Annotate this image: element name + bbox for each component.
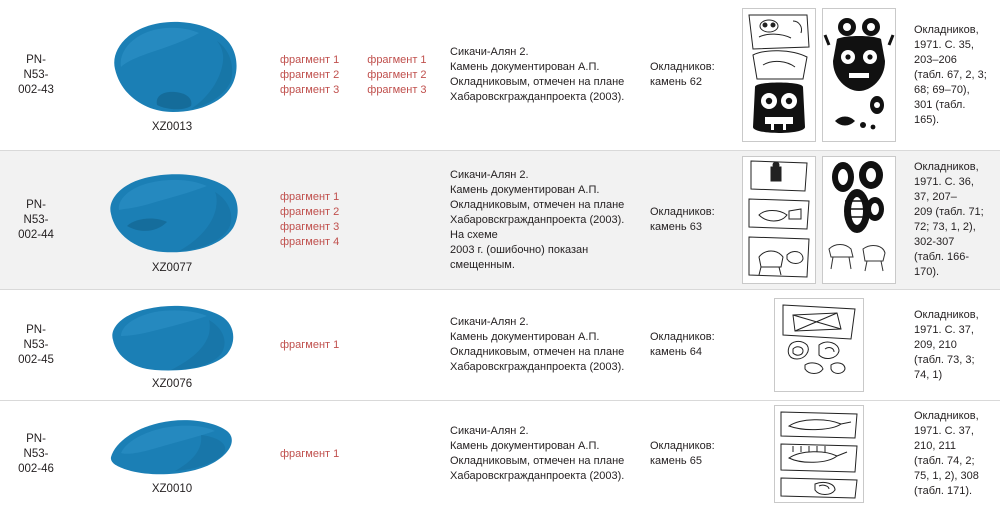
okladnikov-label: Окладников: xyxy=(650,331,715,343)
okladnikov-value: камень 64 xyxy=(650,346,702,358)
description-line: 2003 г. (ошибочно) показан смещенным. xyxy=(450,243,589,271)
stone-3d-model[interactable] xyxy=(97,413,247,479)
row-id-line: PN- xyxy=(26,323,46,336)
fragment-link[interactable]: фрагмент 2 xyxy=(280,206,340,218)
description-line: Камень документирован А.П. xyxy=(450,440,600,452)
figure-thumbnail[interactable] xyxy=(774,298,864,392)
okladnikov-value: камень 62 xyxy=(650,76,702,88)
description-cell xyxy=(442,0,642,150)
table-row[interactable] xyxy=(0,151,1000,289)
row-id-line: 002-44 xyxy=(18,228,54,241)
reference-cell xyxy=(904,290,1000,400)
fragment-link[interactable]: фрагмент 2 xyxy=(280,68,340,81)
table-row[interactable] xyxy=(0,0,1000,150)
description-cell xyxy=(442,401,642,507)
model-label: XZ0010 xyxy=(151,483,193,495)
table-row[interactable] xyxy=(0,290,1000,400)
reference-line: Окладников, 1971. С. 35, 203–206 xyxy=(914,23,979,66)
reference-cell xyxy=(904,401,1000,507)
fragments-cell xyxy=(272,290,442,400)
description-line: Хабаровскгражданпроекта (2003). На схеме xyxy=(450,213,625,241)
row-id xyxy=(0,290,72,400)
row-id-line: N53- xyxy=(23,338,49,351)
reference-line: Окладников, 1971. С. 36, 37, 207– xyxy=(914,161,979,203)
okladnikov-label: Окладников: xyxy=(650,206,715,218)
description-line: Окладниковым, отмечен на плане xyxy=(450,346,625,358)
description-line: Хабаровскгражданпроекта (2003). xyxy=(450,91,625,103)
fragments-cell xyxy=(272,401,442,507)
reference-line: (табл. 74, 2; 75, 1, 2), 308 (табл. 171). xyxy=(914,455,979,497)
description-line: Хабаровскгражданпроекта (2003). xyxy=(450,361,625,373)
fragment-link[interactable]: фрагмент 1 xyxy=(367,53,427,66)
row-id xyxy=(0,401,72,507)
model-cell[interactable] xyxy=(72,401,272,507)
fragment-link[interactable]: фрагмент 3 xyxy=(280,83,340,96)
model-cell[interactable] xyxy=(72,0,272,150)
description-line: Сикачи-Алян 2. xyxy=(450,316,529,328)
description-cell xyxy=(442,290,642,400)
description-line: Окладниковым, отмечен на плане xyxy=(450,198,625,211)
description-line: Камень документирован А.П. xyxy=(450,61,600,73)
stone-3d-model[interactable] xyxy=(97,300,247,374)
stone-3d-model[interactable] xyxy=(97,166,247,258)
figure-thumbnail[interactable] xyxy=(822,8,896,142)
figures-cell[interactable] xyxy=(734,0,904,150)
fragments-cell xyxy=(272,151,442,289)
reference-line: (табл. 73, 3; 74, 1) xyxy=(914,353,975,381)
fragment-link[interactable]: фрагмент 1 xyxy=(280,191,340,203)
row-id-line: N53- xyxy=(23,213,49,226)
reference-cell xyxy=(904,0,1000,150)
reference-line: (табл. 67, 2, 3; 68; 69–70), 301 (табл. xyxy=(914,68,987,111)
fragment-link[interactable]: фрагмент 2 xyxy=(367,68,427,81)
figure-thumbnail[interactable] xyxy=(774,405,864,503)
model-label: XZ0077 xyxy=(151,262,193,274)
description-line: Камень документирован А.П. xyxy=(450,331,600,343)
okladnikov-cell xyxy=(642,290,734,400)
reference-line: 209 (табл. 71; 72; 73, 1, 2), 302-307 xyxy=(914,206,984,248)
reference-line: Окладников, 1971. С. 37, 209, 210 xyxy=(914,308,979,351)
okladnikov-value: камень 63 xyxy=(650,221,702,233)
description-line: Сикачи-Алян 2. xyxy=(450,46,529,58)
fragment-link[interactable]: фрагмент 1 xyxy=(280,447,340,460)
fragment-link[interactable]: фрагмент 3 xyxy=(367,83,427,96)
fragment-link[interactable]: фрагмент 1 xyxy=(280,53,340,66)
description-line: Окладниковым, отмечен на плане xyxy=(450,76,625,88)
figure-thumbnail[interactable] xyxy=(742,8,816,142)
row-id-line: 002-43 xyxy=(18,83,54,96)
okladnikov-label: Окладников: xyxy=(650,440,715,452)
description-line: Окладниковым, отмечен на плане xyxy=(450,455,625,467)
fragment-link[interactable]: фрагмент 1 xyxy=(280,338,340,351)
description-cell xyxy=(442,151,642,289)
reference-cell xyxy=(904,151,1000,289)
description-line: Сикачи-Алян 2. xyxy=(450,425,529,437)
reference-line: 165). xyxy=(914,113,940,126)
description-line: Хабаровскгражданпроекта (2003). xyxy=(450,470,625,482)
fragment-link[interactable]: фрагмент 4 xyxy=(280,236,340,248)
row-id xyxy=(0,151,72,289)
model-cell[interactable] xyxy=(72,151,272,289)
row-id xyxy=(0,0,72,150)
okladnikov-cell xyxy=(642,151,734,289)
row-id-line: 002-45 xyxy=(18,353,54,366)
stone-3d-model[interactable] xyxy=(97,17,247,117)
reference-line: Окладников, 1971. С. 37, 210, 211 xyxy=(914,410,979,452)
okladnikov-label: Окладников: xyxy=(650,61,715,73)
figures-cell[interactable] xyxy=(734,290,904,400)
row-id-line: 002-46 xyxy=(18,462,54,475)
figures-cell[interactable] xyxy=(734,401,904,507)
figure-thumbnail[interactable] xyxy=(822,156,896,284)
figures-cell[interactable] xyxy=(734,151,904,289)
row-id-line: PN- xyxy=(26,432,46,445)
okladnikov-value: камень 65 xyxy=(650,455,702,467)
reference-line: (табл. 166-170). xyxy=(914,251,970,278)
model-cell[interactable] xyxy=(72,290,272,400)
row-id-line: N53- xyxy=(23,447,49,460)
fragment-link[interactable]: фрагмент 3 xyxy=(280,221,340,233)
table-row[interactable] xyxy=(0,401,1000,507)
row-id-line: PN- xyxy=(26,53,46,66)
row-id-line: N53- xyxy=(23,68,49,81)
fragments-cell xyxy=(272,0,442,150)
okladnikov-cell xyxy=(642,401,734,507)
figure-thumbnail[interactable] xyxy=(742,156,816,284)
row-id-line: PN- xyxy=(26,198,46,211)
description-line: Камень документирован А.П. xyxy=(450,183,600,196)
model-label: XZ0076 xyxy=(151,378,193,390)
description-line: Сикачи-Алян 2. xyxy=(450,168,529,181)
okladnikov-cell xyxy=(642,0,734,150)
model-label: XZ0013 xyxy=(151,121,193,133)
